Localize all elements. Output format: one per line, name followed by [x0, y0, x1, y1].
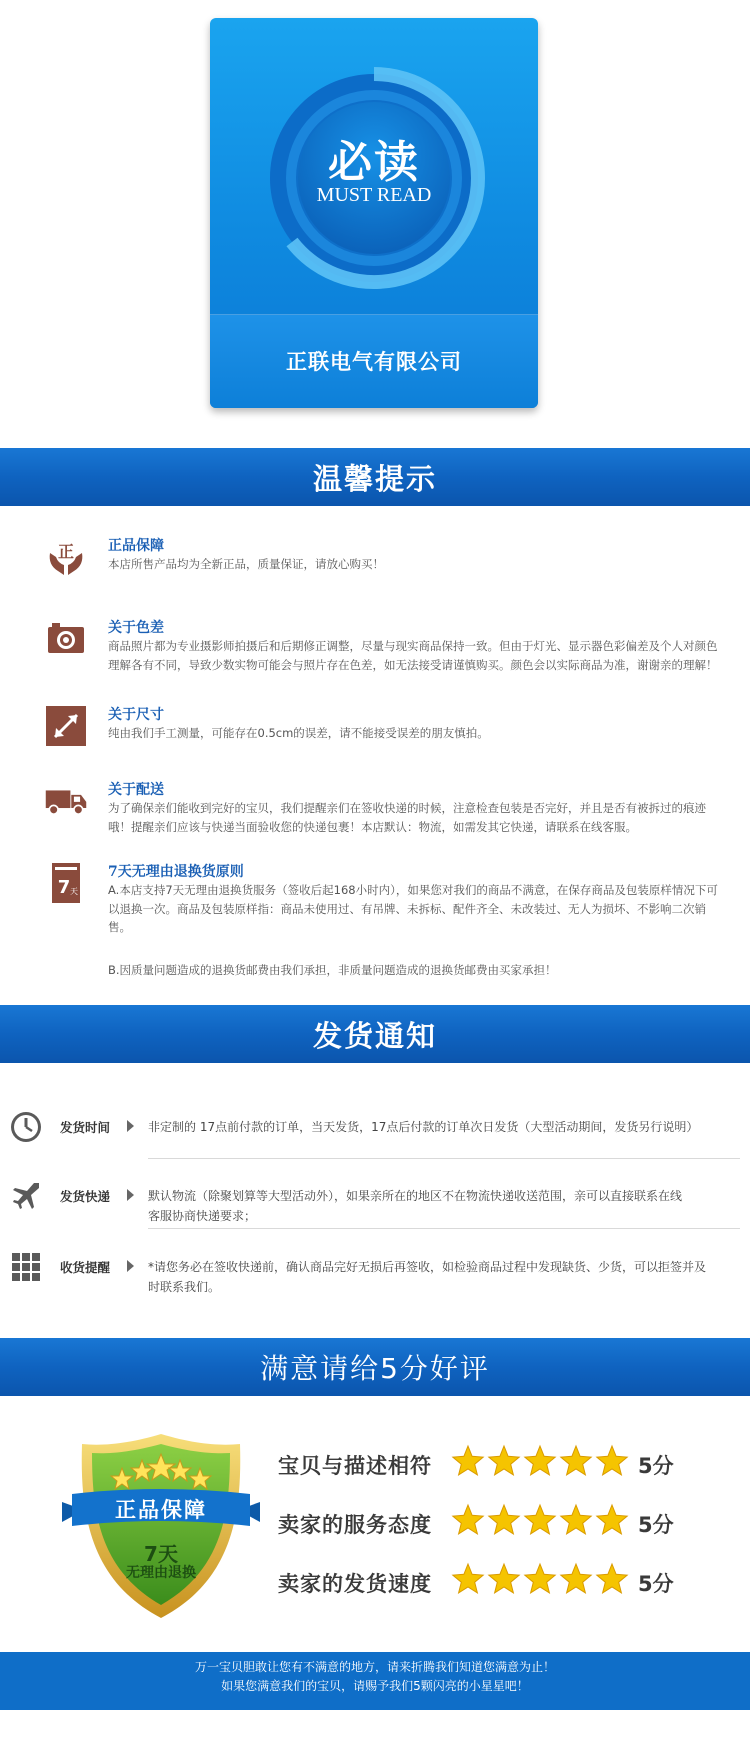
badge-ribbon-text: 正品保障: [115, 1498, 207, 1522]
star-icon: [489, 1564, 519, 1593]
star-icon: [453, 1505, 483, 1534]
tip-color-text: 商品照片都为专业摄影师拍摄后和后期修正调整，尽量与现实商品保持一致。但由于灯光、显示器色彩偏差及个人对颜色理解各有不同，导致少数实物可能会与照片存在色差，如无法接受请谨慎购买。颜色会以实际商品为准，谢谢亲的理解！: [108, 639, 718, 672]
triangle-right-icon: [127, 1120, 134, 1132]
badge-line: 无理由退换: [126, 1565, 196, 1581]
tip-size-title: 关于尺寸: [108, 707, 164, 723]
rating-row: [278, 1503, 698, 1543]
camera-icon: [44, 617, 88, 661]
banner-rating: [0, 1338, 750, 1396]
star-icon: [489, 1446, 519, 1475]
rating-label: 卖家的发货速度: [278, 1572, 432, 1596]
company-name: 正联电气有限公司: [286, 349, 462, 374]
tip-size-text: 纯由我们手工测量，可能存在0.5cm的误差，请不能接受误差的朋友慎拍。: [108, 726, 489, 740]
airplane-icon: [10, 1180, 42, 1212]
clock-icon: [10, 1111, 42, 1143]
tip-return-title: 7天无理由退换货原则: [108, 864, 244, 880]
rating-label: 宝贝与描述相符: [278, 1454, 432, 1478]
star-icon: [525, 1446, 555, 1475]
star-icon: [489, 1505, 519, 1534]
tip-delivery-text: 为了确保亲们能收到完好的宝贝，我们提醒亲们在签收快递的时候，注意检查包装是否完好，并且是否有被拆过的痕迹哦！提醒亲们应该与快递当面验收您的快递包裹！本店默认：物流，如需发其它快递，请联系在线客服。: [108, 801, 706, 834]
rating-row: [278, 1562, 698, 1602]
star-icon: [597, 1505, 627, 1534]
triangle-right-icon: [127, 1189, 134, 1201]
star-rating: [450, 1562, 630, 1598]
banner-shipping: [0, 1005, 750, 1063]
must-read-card-bg: [210, 18, 538, 408]
rating-score: 5分: [638, 1572, 674, 1596]
rating-score: 5分: [638, 1513, 674, 1537]
rating-label: 卖家的服务态度: [278, 1513, 432, 1537]
guarantee-shield-icon: [58, 1430, 264, 1622]
tip-return-text: A.本店支持7天无理由退换货服务（签收后起168小时内），如果您对我们的商品不满意，在保存商品及包装原样情况下可以退换一次。商品及包装原样指：商品未使用过、有吊牌、未拆标、配件齐全、未改装过、无人为损坏、不影响二次销售。: [108, 883, 718, 934]
star-icon: [525, 1505, 555, 1534]
svg-text:正: 正: [57, 542, 75, 561]
star-icon: [597, 1446, 627, 1475]
tip-return-text-b: B.因质量问题造成的退换货邮费由我们承担，非质量问题造成的退换货邮费由买家承担！: [108, 963, 557, 977]
ship-text-time: 非定制的 17点前付款的订单，当天发货，17点后付款的订单次日发货（大型活动期间，发货另行说明）: [148, 1120, 699, 1134]
tip-genuine-text: 本店所售产品均为全新正品，质量保证，请放心购买！: [108, 557, 384, 571]
seven-day-calendar-icon: [44, 861, 88, 905]
rating-score: 5分: [638, 1454, 674, 1478]
banner-tips: [0, 448, 750, 506]
triangle-right-icon: [127, 1260, 134, 1272]
must-read-subtitle: MUST READ: [316, 184, 432, 206]
must-read-card: [210, 18, 538, 408]
svg-text:7: 7: [57, 877, 71, 898]
banner-tips-title: 温馨提示: [312, 461, 437, 496]
genuine-hands-icon: [44, 535, 88, 579]
tip-color-title: 关于色差: [108, 620, 164, 636]
must-read-title: 必读: [328, 137, 420, 188]
resize-arrow-icon: [44, 704, 88, 748]
truck-icon: [44, 779, 88, 823]
star-group: [450, 1444, 630, 1484]
star-rating: [450, 1444, 630, 1480]
star-icon: [561, 1446, 591, 1475]
ship-label-receipt: 收货提醒: [60, 1260, 111, 1275]
star-icon: [453, 1564, 483, 1593]
footer-line-2: 如果您满意我们的宝贝，请赐予我们5颗闪亮的小星星吧！: [221, 1679, 529, 1693]
divider: [148, 1158, 740, 1159]
star-rating: [450, 1503, 630, 1539]
badge-days: 7天: [144, 1542, 178, 1566]
footer-line-1: 万一宝贝胆敢让您有不满意的地方，请来折腾我们知道您满意为止！: [194, 1660, 555, 1674]
banner-shipping-title: 发货通知: [312, 1018, 437, 1053]
star-icon: [561, 1564, 591, 1593]
star-icon: [453, 1446, 483, 1475]
star-icon: [525, 1564, 555, 1593]
star-group: [450, 1503, 630, 1543]
ship-text-receipt: *请您务必在签收快递前，确认商品完好无损后再签收，如检验商品过程中发现缺货、少货，可以拒签并及时联系我们。: [148, 1260, 707, 1294]
ship-label-express: 发货快递: [60, 1189, 111, 1204]
ship-text-express: 默认物流（除聚划算等大型活动外），如果亲所在的地区不在物流快递收送范围，亲可以直接联系在线客服协商快递要求；: [148, 1189, 683, 1223]
divider: [148, 1228, 740, 1229]
tip-delivery-title: 关于配送: [108, 782, 164, 798]
rating-row: [278, 1444, 698, 1484]
footer-bar: [0, 1652, 750, 1710]
star-icon: [597, 1564, 627, 1593]
tip-genuine-title: 正品保障: [108, 538, 164, 554]
banner-rating-title: 满意请给5分好评: [260, 1352, 490, 1385]
grid-icon: [10, 1251, 42, 1283]
star-icon: [561, 1505, 591, 1534]
svg-text:天: 天: [70, 887, 78, 896]
star-group: [450, 1562, 630, 1602]
ship-label-time: 发货时间: [60, 1120, 111, 1135]
